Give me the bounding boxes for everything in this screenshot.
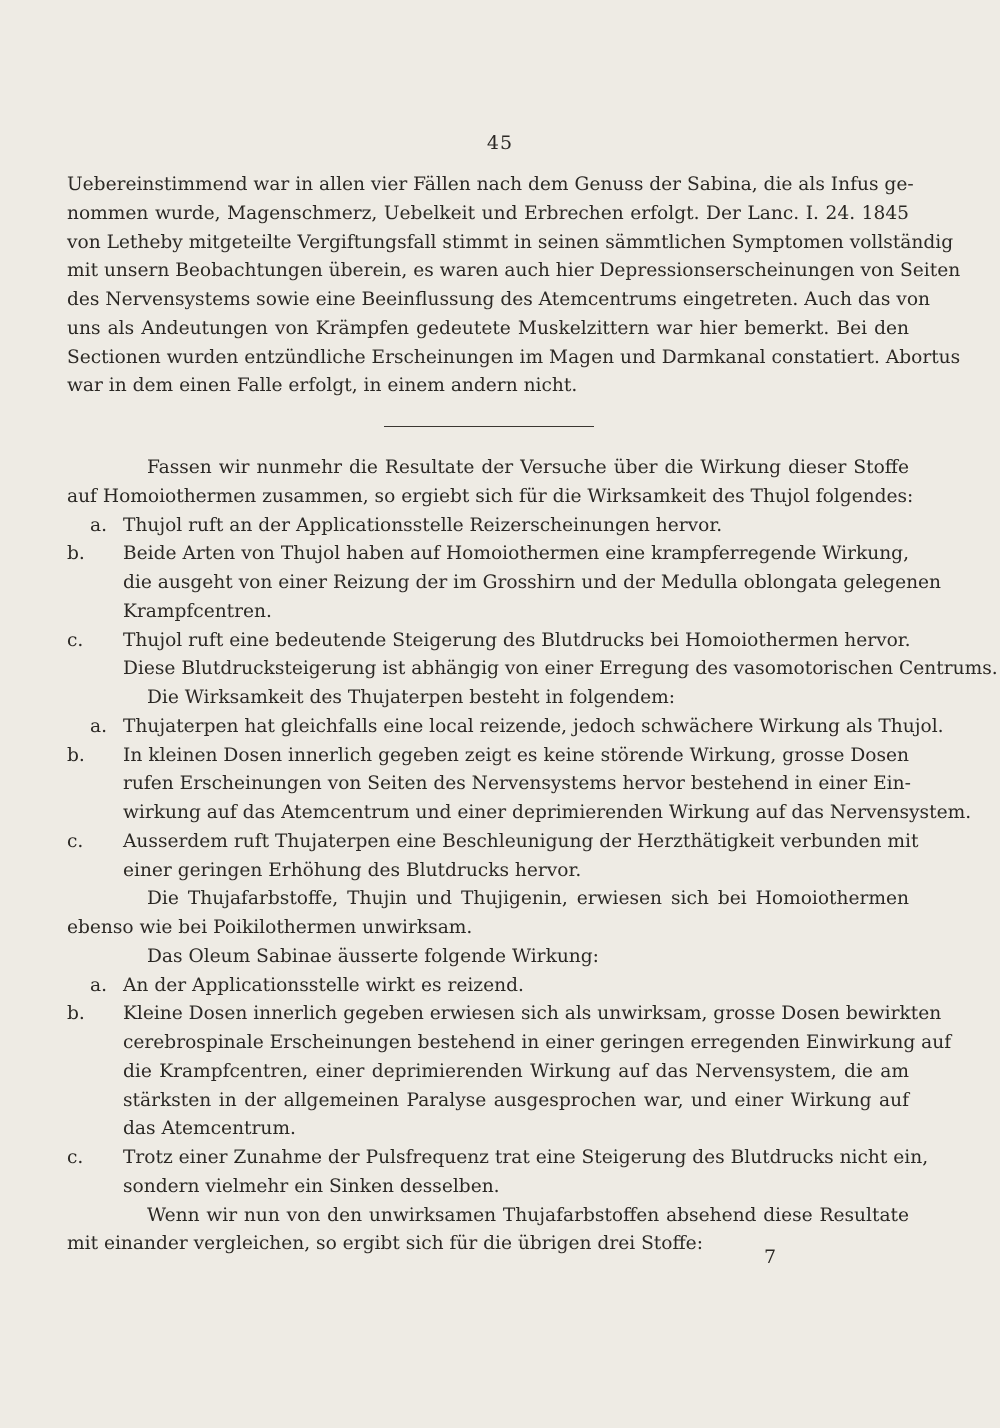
list-item-thujol-a (67, 512, 909, 541)
text-line: rufen Erscheinungen von Seiten des Nervensystems hervor bestehend in einer Ein- (123, 773, 911, 795)
text-line: mit unsern Beobachtungen überein, es waren auch hier Depressionserscheinungen von Seiten (67, 260, 961, 282)
summary-section (67, 454, 998, 1259)
thujaterpen-intro: Die Wirksamkeit des Thujaterpen besteht in folgendem: (147, 687, 676, 708)
list-item-text: Thujol ruft an der Applicationsstelle Reizerscheinungen hervor. (123, 514, 723, 536)
text-line: die Krampfcentren, einer deprimierenden Wirkung auf das Nervensystem, die am (123, 1060, 909, 1082)
text-line: mit einander vergleichen, so ergibt sich für die übrigen drei Stoffe: (67, 1233, 703, 1255)
list-item-label: a. (90, 715, 107, 737)
list-item-label: c. (67, 629, 84, 651)
text-line: Die Thujafarbstoffe, Thujin und Thujigenin, erwiesen sich bei Homoiothermen (147, 888, 909, 910)
list-item-thujaterpen-c (67, 828, 919, 857)
list-item-text: Ausserdem ruft Thujaterpen eine Beschleunigung der Herzthätigkeit verbunden mit (123, 830, 919, 852)
list-item-label: c. (67, 1147, 84, 1168)
text-line: Krampfcentren. (123, 600, 272, 622)
list-item-thujaterpen-b (67, 742, 909, 771)
text-line: Wenn wir nun von den unwirksamen Thujafarbstoffen absehend diese Resultate (147, 1204, 909, 1226)
page-number: 45 (486, 132, 514, 154)
text-line: war in dem einen Falle erfolgt, in einem andern nicht. (67, 375, 578, 397)
text-line: das Atemcentrum. (123, 1118, 296, 1140)
text-line: stärksten in der allgemeinen Paralyse ausgesprochen war, und einer Wirkung auf (123, 1089, 909, 1111)
text-line: uns als Andeutungen von Krämpfen gedeutete Muskelzittern war hier bemerkt. Bei den (67, 317, 909, 339)
list-item-text: An der Applicationsstelle wirkt es reizend. (123, 974, 524, 996)
text-line: cerebrospinale Erscheinungen bestehend in einer geringen erregenden Einwirkung auf (123, 1032, 952, 1053)
list-item-text: Kleine Dosen innerlich gegeben erwiesen sich als unwirksam, grosse Dosen bewirkten (123, 1003, 942, 1025)
text-line: von Letheby mitgeteilte Vergiftungsfall stimmt in seinen sämmtlichen Symptomen vollständig (67, 231, 954, 253)
list-item-text: Trotz einer Zunahme der Pulsfrequenz trat eine Steigerung des Blutdrucks nicht ein, (123, 1147, 929, 1168)
list-item-label: a. (90, 514, 107, 536)
list-item-text: Thujaterpen hat gleichfalls eine local reizende, jedoch schwächere Wirkung als Thujol. (123, 715, 944, 737)
text-line: des Nervensystems sowie eine Beeinflussung des Atemcentrums eingetreten. Auch das von (67, 289, 930, 310)
section-divider (384, 426, 594, 427)
oleum-intro: Das Oleum Sabinae äusserte folgende Wirkung: (147, 945, 599, 967)
text-line: nommen wurde, Magenschmerz, Uebelkeit und Erbrechen erfolgt. Der Lanc. I. 24. 1845 (67, 202, 909, 224)
text-line: Fassen wir nunmehr die Resultate der Versuche über die Wirkung dieser Stoffe (147, 457, 909, 478)
text-line: auf Homoiothermen zusammen, so ergiebt sich für die Wirksamkeit des Thujol folgendes: (67, 485, 914, 507)
list-item-text: In kleinen Dosen innerlich gegeben zeigt es keine störende Wirkung, grosse Dosen (123, 744, 909, 766)
text-line: Sectionen wurden entzündliche Erscheinungen im Magen und Darmkanal constatiert. Abortus (67, 346, 961, 368)
list-item-label: b. (67, 744, 85, 766)
list-item-oleum-a (67, 972, 909, 1001)
list-item-label: c. (67, 830, 84, 852)
list-item-text: Beide Arten von Thujol haben auf Homoiothermen eine krampferregende Wirkung, (123, 543, 909, 565)
text-line: sondern vielmehr ein Sinken desselben. (123, 1175, 500, 1197)
list-item-thujol-c (67, 627, 909, 656)
list-item-thujaterpen-a (67, 713, 944, 742)
text-line: die ausgeht von einer Reizung der im Grosshirn und der Medulla oblongata gelegenen (123, 572, 942, 593)
text-line: Uebereinstimmend war in allen vier Fällen nach dem Genuss der Sabina, die als Infus ge- (67, 174, 914, 195)
text-line: ebenso wie bei Poikilothermen unwirksam. (67, 917, 473, 938)
list-item-text: Thujol ruft eine bedeutende Steigerung des Blutdrucks bei Homoiothermen hervor. (123, 629, 911, 651)
list-item-thujol-b (67, 540, 909, 569)
list-item-oleum-c (67, 1144, 929, 1173)
text-line: wirkung auf das Atemcentrum und einer deprimierenden Wirkung auf das Nervensystem. (123, 802, 972, 823)
list-item-label: a. (90, 974, 107, 996)
list-item-label: b. (67, 543, 85, 565)
text-line: einer geringen Erhöhung des Blutdrucks hervor. (123, 859, 582, 881)
list-item-label: b. (67, 1003, 85, 1025)
text-line: Diese Blutdrucksteigerung ist abhängig von einer Erregung des vasomotorischen Centrums. (123, 658, 998, 680)
signature-mark: 7 (764, 1246, 777, 1268)
list-item-oleum-b (67, 1000, 942, 1029)
paragraph-letheby (67, 171, 961, 401)
